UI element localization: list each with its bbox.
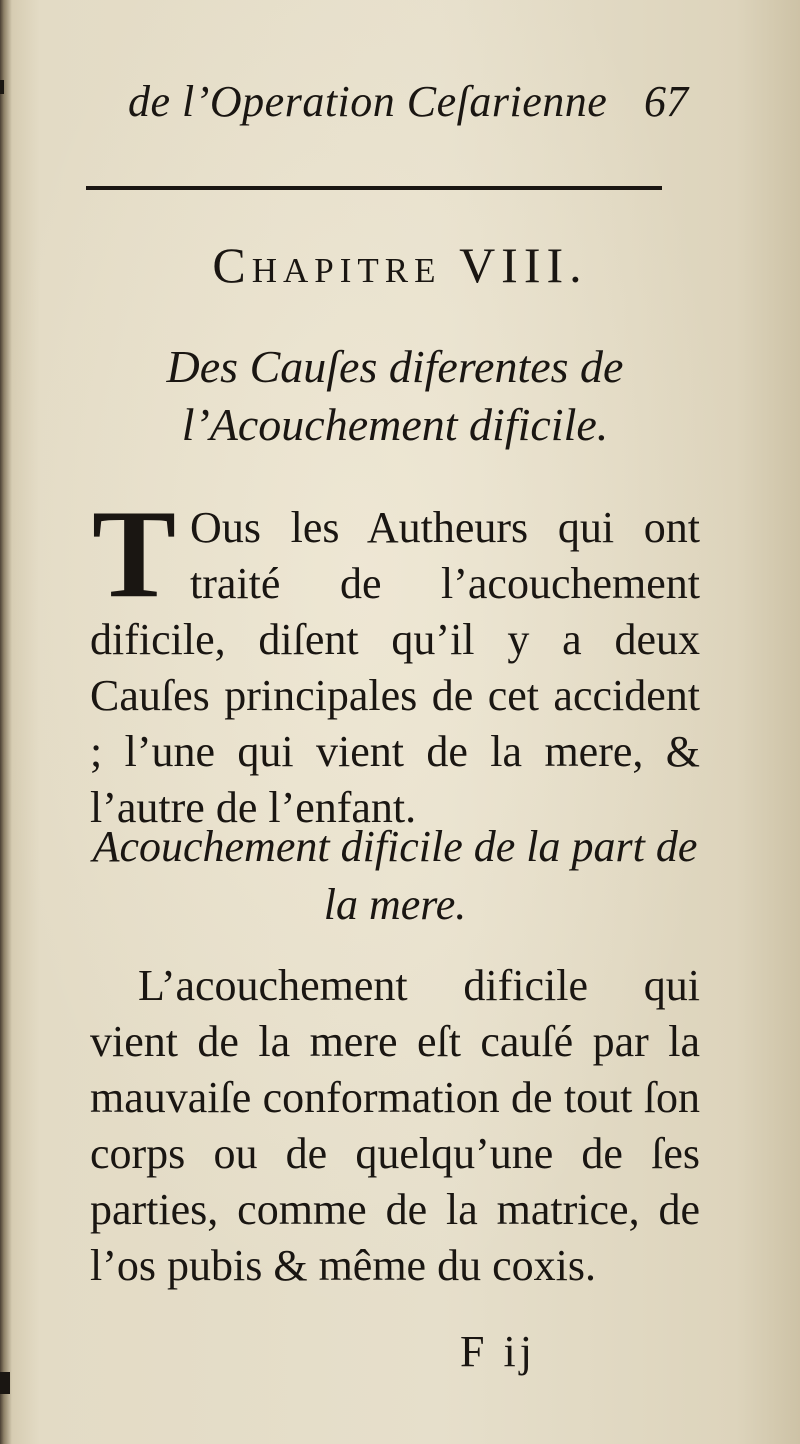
page-header xyxy=(128,76,688,136)
signature-mark: F ij xyxy=(460,1327,536,1376)
subsection-heading: Acouchement dificile de la part de la mere. xyxy=(92,822,698,929)
paragraph-2: L’acouchement dificile qui vient de la mere eſt cauſé par la mauvaiſe conformation de tout ſon corps ou de quelqu’une de ſes parties, comme de la matrice, de l’os pubis & même du coxis. xyxy=(90,961,700,1290)
paragraph-1-text: Ous les Autheurs qui ont traité de l’acouchement dificile, diſent qu’il y a deux Cauſes principales de cet accident ; l’une qui vient de la mere, & l’autre de l’enfant. xyxy=(90,503,700,832)
running-title: de l’Operation Ceſarienne xyxy=(128,77,608,126)
page-number: 67 xyxy=(644,77,688,126)
header-rule xyxy=(86,186,662,190)
paragraph-1 xyxy=(90,485,700,836)
section-heading: Des Cauſes diferentes de l’Acouchement dificile. xyxy=(166,341,624,450)
drop-cap: T xyxy=(92,485,177,624)
chapter-title: Chapitre VIII. xyxy=(212,237,588,293)
binding-mark xyxy=(0,80,4,94)
binding-mark xyxy=(0,1372,10,1394)
